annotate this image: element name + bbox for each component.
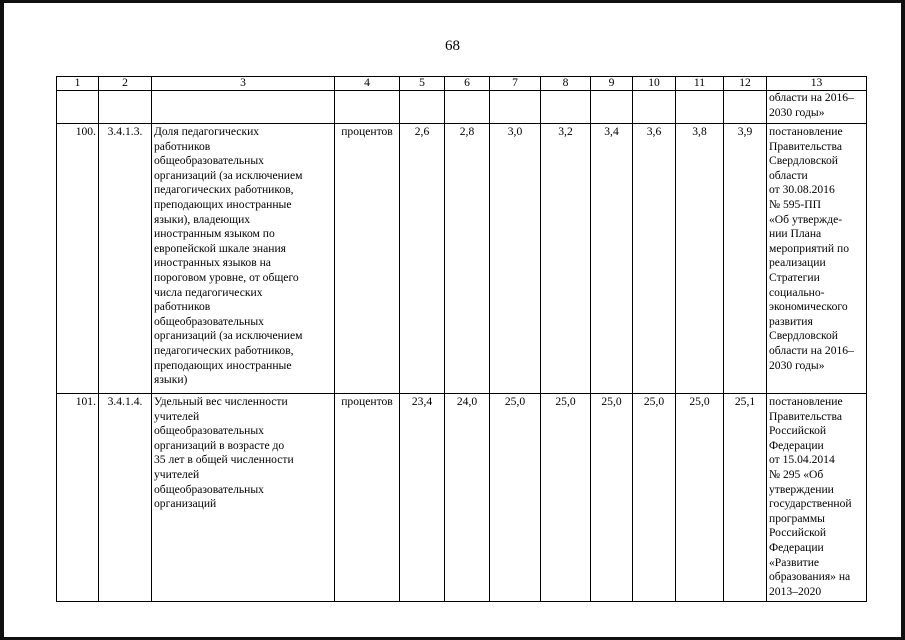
indicator-name: Доля педагогических работников общеобразовательных организаций (за исключением педагогических работников, преподающих иностранные языки), владеющих иностранным языком по европейской шкале знания иностранных языков на пороговом уровне, от общего числа педагогических работников общеобразовательных организаций (за исключением педагогических работников, преподающих иностранные языки) xyxy=(154,125,303,387)
value-cell: 3,0 xyxy=(490,124,541,394)
scan-border-left xyxy=(0,0,4,640)
value-cell: 25,0 xyxy=(591,394,633,602)
row-number: 100. xyxy=(57,124,99,394)
column-header: 11 xyxy=(676,77,724,91)
indicators-table xyxy=(56,76,867,602)
value-cell: 2,8 xyxy=(445,124,490,394)
value-cell: 25,0 xyxy=(633,394,676,602)
column-header: 7 xyxy=(490,77,541,91)
scan-border-right xyxy=(901,0,905,640)
source-document-cell xyxy=(767,124,867,394)
row-number: 101. xyxy=(57,394,99,602)
page-number: 68 xyxy=(445,38,460,54)
value-cell: 3,6 xyxy=(633,124,676,394)
table-header-row xyxy=(57,77,867,91)
value-cell: 3,4 xyxy=(591,124,633,394)
source-document-cell xyxy=(767,394,867,602)
column-header: 1 xyxy=(57,77,99,91)
table-row-continuation xyxy=(57,91,867,124)
value-cell: 25,0 xyxy=(676,394,724,602)
scan-border-top xyxy=(0,0,905,3)
value-cell: 25,0 xyxy=(541,394,591,602)
unit-of-measure: процентов xyxy=(335,124,400,394)
table-row xyxy=(57,394,867,602)
column-header: 13 xyxy=(767,77,867,91)
value-cell: 2,6 xyxy=(400,124,445,394)
column-header: 9 xyxy=(591,77,633,91)
value-cell: 24,0 xyxy=(445,394,490,602)
indicator-name-cell xyxy=(152,394,335,602)
column-header: 3 xyxy=(152,77,335,91)
column-header: 2 xyxy=(99,77,152,91)
indicator-name-cell xyxy=(152,124,335,394)
source-document-text: области на 2016– 2030 годы» xyxy=(769,91,854,119)
value-cell: 23,4 xyxy=(400,394,445,602)
column-header: 8 xyxy=(541,77,591,91)
indicator-code: 3.4.1.3. xyxy=(99,124,152,394)
table-row xyxy=(57,124,867,394)
indicator-code: 3.4.1.4. xyxy=(99,394,152,602)
column-header: 6 xyxy=(445,77,490,91)
unit-of-measure: процентов xyxy=(335,394,400,602)
source-document-text: постановление Правительства Свердловской области от 30.08.2016 № 595-ПП «Об утвержде- нии Плана мероприятий по реализации Стратегии социально- экономического развития Свердловской области на 2016– 2030 годы» xyxy=(769,125,854,372)
source-document-text: постановление Правительства Российской Федерации от 15.04.2014 № 295 «Об утверждении государственной программы Российской Федерации «Развитие образования» на 2013–2020 xyxy=(769,395,852,598)
column-header: 4 xyxy=(335,77,400,91)
column-header: 12 xyxy=(724,77,767,91)
value-cell: 3,9 xyxy=(724,124,767,394)
value-cell: 25,1 xyxy=(724,394,767,602)
column-header: 10 xyxy=(633,77,676,91)
indicator-name: Удельный вес численности учителей общеобразовательных организаций в возрасте до 35 лет в общей численности учителей общеобразовательных организаций xyxy=(154,395,294,511)
column-header: 5 xyxy=(400,77,445,91)
value-cell: 25,0 xyxy=(490,394,541,602)
source-document-cell xyxy=(767,91,867,124)
value-cell: 3,8 xyxy=(676,124,724,394)
value-cell: 3,2 xyxy=(541,124,591,394)
